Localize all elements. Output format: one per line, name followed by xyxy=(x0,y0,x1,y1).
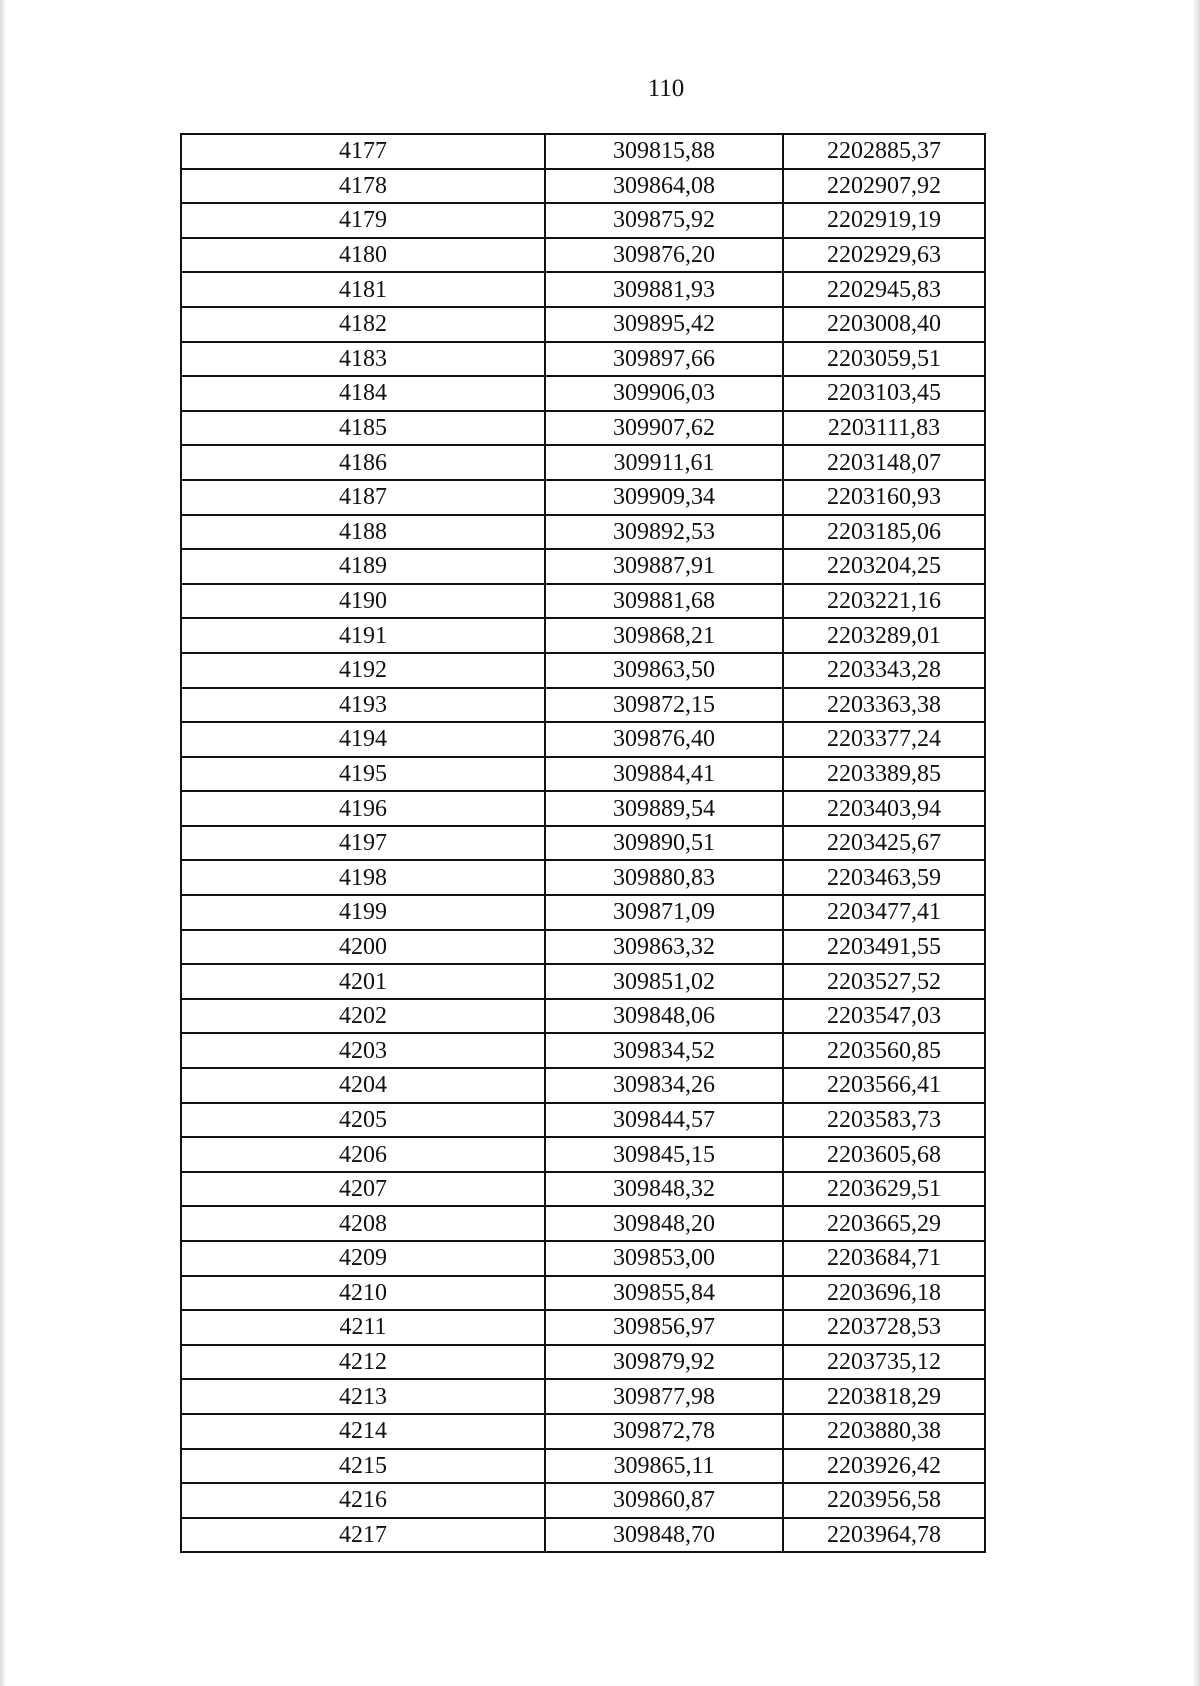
table-row xyxy=(181,1276,985,1311)
x-coordinate-cell: 309863,50 xyxy=(545,653,783,688)
table-row xyxy=(181,1483,985,1518)
coordinates-table xyxy=(180,133,986,1553)
table-row xyxy=(181,1518,985,1553)
x-coordinate-cell: 309845,15 xyxy=(545,1137,783,1172)
x-coordinate-cell: 309864,08 xyxy=(545,169,783,204)
table-row xyxy=(181,653,985,688)
table-row xyxy=(181,1137,985,1172)
point-number-cell: 4187 xyxy=(181,480,545,515)
table-row xyxy=(181,307,985,342)
y-coordinate-cell: 2203956,58 xyxy=(783,1483,985,1518)
y-coordinate-cell: 2203728,53 xyxy=(783,1310,985,1345)
y-coordinate-cell: 2203103,45 xyxy=(783,376,985,411)
y-coordinate-cell: 2202919,19 xyxy=(783,203,985,238)
table-row xyxy=(181,895,985,930)
point-number-cell: 4200 xyxy=(181,930,545,965)
x-coordinate-cell: 309881,93 xyxy=(545,272,783,307)
page-number: 110 xyxy=(647,75,685,102)
x-coordinate-cell: 309855,84 xyxy=(545,1276,783,1311)
point-number-cell: 4215 xyxy=(181,1449,545,1484)
y-coordinate-cell: 2202945,83 xyxy=(783,272,985,307)
table-row xyxy=(181,860,985,895)
y-coordinate-cell: 2203547,03 xyxy=(783,999,985,1034)
y-coordinate-cell: 2203343,28 xyxy=(783,653,985,688)
point-number-cell: 4179 xyxy=(181,203,545,238)
point-number-cell: 4194 xyxy=(181,722,545,757)
x-coordinate-cell: 309876,20 xyxy=(545,238,783,273)
table-row xyxy=(181,376,985,411)
point-number-cell: 4197 xyxy=(181,826,545,861)
y-coordinate-cell: 2203818,29 xyxy=(783,1379,985,1414)
table-row xyxy=(181,411,985,446)
y-coordinate-cell: 2203491,55 xyxy=(783,930,985,965)
x-coordinate-cell: 309892,53 xyxy=(545,515,783,550)
x-coordinate-cell: 309863,32 xyxy=(545,930,783,965)
x-coordinate-cell: 309880,83 xyxy=(545,860,783,895)
table-row xyxy=(181,134,985,169)
page-edge-left xyxy=(0,0,6,1686)
point-number-cell: 4208 xyxy=(181,1206,545,1241)
y-coordinate-cell: 2203425,67 xyxy=(783,826,985,861)
point-number-cell: 4216 xyxy=(181,1483,545,1518)
y-coordinate-cell: 2203008,40 xyxy=(783,307,985,342)
point-number-cell: 4211 xyxy=(181,1310,545,1345)
table-row xyxy=(181,238,985,273)
coordinates-table-body xyxy=(181,134,985,1552)
y-coordinate-cell: 2202929,63 xyxy=(783,238,985,273)
table-row xyxy=(181,722,985,757)
x-coordinate-cell: 309868,21 xyxy=(545,618,783,653)
table-row xyxy=(181,1414,985,1449)
table-row xyxy=(181,1310,985,1345)
point-number-cell: 4217 xyxy=(181,1518,545,1553)
table-row xyxy=(181,1379,985,1414)
x-coordinate-cell: 309848,32 xyxy=(545,1172,783,1207)
x-coordinate-cell: 309872,15 xyxy=(545,688,783,723)
point-number-cell: 4184 xyxy=(181,376,545,411)
y-coordinate-cell: 2203477,41 xyxy=(783,895,985,930)
y-coordinate-cell: 2203389,85 xyxy=(783,757,985,792)
x-coordinate-cell: 309872,78 xyxy=(545,1414,783,1449)
x-coordinate-cell: 309889,54 xyxy=(545,791,783,826)
x-coordinate-cell: 309876,40 xyxy=(545,722,783,757)
y-coordinate-cell: 2203403,94 xyxy=(783,791,985,826)
x-coordinate-cell: 309887,91 xyxy=(545,549,783,584)
x-coordinate-cell: 309865,11 xyxy=(545,1449,783,1484)
page-edge-right xyxy=(1192,0,1200,1686)
point-number-cell: 4192 xyxy=(181,653,545,688)
table-row xyxy=(181,1033,985,1068)
x-coordinate-cell: 309890,51 xyxy=(545,826,783,861)
x-coordinate-cell: 309879,92 xyxy=(545,1345,783,1380)
y-coordinate-cell: 2203605,68 xyxy=(783,1137,985,1172)
y-coordinate-cell: 2203629,51 xyxy=(783,1172,985,1207)
y-coordinate-cell: 2203560,85 xyxy=(783,1033,985,1068)
point-number-cell: 4188 xyxy=(181,515,545,550)
table-row xyxy=(181,930,985,965)
table-row xyxy=(181,964,985,999)
y-coordinate-cell: 2202885,37 xyxy=(783,134,985,169)
point-number-cell: 4213 xyxy=(181,1379,545,1414)
point-number-cell: 4186 xyxy=(181,445,545,480)
point-number-cell: 4196 xyxy=(181,791,545,826)
point-number-cell: 4178 xyxy=(181,169,545,204)
x-coordinate-cell: 309897,66 xyxy=(545,342,783,377)
table-row xyxy=(181,515,985,550)
point-number-cell: 4195 xyxy=(181,757,545,792)
x-coordinate-cell: 309848,20 xyxy=(545,1206,783,1241)
y-coordinate-cell: 2203463,59 xyxy=(783,860,985,895)
y-coordinate-cell: 2203926,42 xyxy=(783,1449,985,1484)
point-number-cell: 4193 xyxy=(181,688,545,723)
y-coordinate-cell: 2202907,92 xyxy=(783,169,985,204)
y-coordinate-cell: 2203583,73 xyxy=(783,1103,985,1138)
y-coordinate-cell: 2203148,07 xyxy=(783,445,985,480)
y-coordinate-cell: 2203696,18 xyxy=(783,1276,985,1311)
y-coordinate-cell: 2203289,01 xyxy=(783,618,985,653)
x-coordinate-cell: 309909,34 xyxy=(545,480,783,515)
table-row xyxy=(181,618,985,653)
point-number-cell: 4190 xyxy=(181,584,545,619)
table-row xyxy=(181,445,985,480)
x-coordinate-cell: 309856,97 xyxy=(545,1310,783,1345)
y-coordinate-cell: 2203527,52 xyxy=(783,964,985,999)
point-number-cell: 4212 xyxy=(181,1345,545,1380)
x-coordinate-cell: 309834,26 xyxy=(545,1068,783,1103)
y-coordinate-cell: 2203160,93 xyxy=(783,480,985,515)
point-number-cell: 4201 xyxy=(181,964,545,999)
y-coordinate-cell: 2203377,24 xyxy=(783,722,985,757)
y-coordinate-cell: 2203111,83 xyxy=(783,411,985,446)
y-coordinate-cell: 2203221,16 xyxy=(783,584,985,619)
point-number-cell: 4191 xyxy=(181,618,545,653)
y-coordinate-cell: 2203684,71 xyxy=(783,1241,985,1276)
x-coordinate-cell: 309834,52 xyxy=(545,1033,783,1068)
point-number-cell: 4180 xyxy=(181,238,545,273)
point-number-cell: 4181 xyxy=(181,272,545,307)
y-coordinate-cell: 2203566,41 xyxy=(783,1068,985,1103)
table-row xyxy=(181,1449,985,1484)
x-coordinate-cell: 309895,42 xyxy=(545,307,783,342)
table-row xyxy=(181,688,985,723)
point-number-cell: 4202 xyxy=(181,999,545,1034)
table-row xyxy=(181,1241,985,1276)
x-coordinate-cell: 309881,68 xyxy=(545,584,783,619)
point-number-cell: 4206 xyxy=(181,1137,545,1172)
y-coordinate-cell: 2203363,38 xyxy=(783,688,985,723)
point-number-cell: 4203 xyxy=(181,1033,545,1068)
table-row xyxy=(181,584,985,619)
y-coordinate-cell: 2203964,78 xyxy=(783,1518,985,1553)
table-row xyxy=(181,1172,985,1207)
x-coordinate-cell: 309851,02 xyxy=(545,964,783,999)
x-coordinate-cell: 309860,87 xyxy=(545,1483,783,1518)
table-row xyxy=(181,342,985,377)
table-row xyxy=(181,1206,985,1241)
point-number-cell: 4198 xyxy=(181,860,545,895)
y-coordinate-cell: 2203665,29 xyxy=(783,1206,985,1241)
table-row xyxy=(181,169,985,204)
y-coordinate-cell: 2203880,38 xyxy=(783,1414,985,1449)
table-row xyxy=(181,791,985,826)
x-coordinate-cell: 309906,03 xyxy=(545,376,783,411)
point-number-cell: 4189 xyxy=(181,549,545,584)
table-row xyxy=(181,1068,985,1103)
x-coordinate-cell: 309877,98 xyxy=(545,1379,783,1414)
table-row xyxy=(181,1103,985,1138)
y-coordinate-cell: 2203735,12 xyxy=(783,1345,985,1380)
y-coordinate-cell: 2203185,06 xyxy=(783,515,985,550)
x-coordinate-cell: 309853,00 xyxy=(545,1241,783,1276)
table-row xyxy=(181,1345,985,1380)
x-coordinate-cell: 309875,92 xyxy=(545,203,783,238)
x-coordinate-cell: 309871,09 xyxy=(545,895,783,930)
point-number-cell: 4214 xyxy=(181,1414,545,1449)
x-coordinate-cell: 309911,61 xyxy=(545,445,783,480)
point-number-cell: 4177 xyxy=(181,134,545,169)
table-row xyxy=(181,203,985,238)
y-coordinate-cell: 2203204,25 xyxy=(783,549,985,584)
table-row xyxy=(181,549,985,584)
y-coordinate-cell: 2203059,51 xyxy=(783,342,985,377)
point-number-cell: 4183 xyxy=(181,342,545,377)
point-number-cell: 4199 xyxy=(181,895,545,930)
point-number-cell: 4185 xyxy=(181,411,545,446)
table-row xyxy=(181,999,985,1034)
x-coordinate-cell: 309884,41 xyxy=(545,757,783,792)
x-coordinate-cell: 309907,62 xyxy=(545,411,783,446)
table-row xyxy=(181,757,985,792)
point-number-cell: 4210 xyxy=(181,1276,545,1311)
point-number-cell: 4205 xyxy=(181,1103,545,1138)
point-number-cell: 4204 xyxy=(181,1068,545,1103)
x-coordinate-cell: 309848,70 xyxy=(545,1518,783,1553)
x-coordinate-cell: 309848,06 xyxy=(545,999,783,1034)
x-coordinate-cell: 309815,88 xyxy=(545,134,783,169)
point-number-cell: 4209 xyxy=(181,1241,545,1276)
x-coordinate-cell: 309844,57 xyxy=(545,1103,783,1138)
point-number-cell: 4182 xyxy=(181,307,545,342)
table-row xyxy=(181,272,985,307)
table-row xyxy=(181,480,985,515)
point-number-cell: 4207 xyxy=(181,1172,545,1207)
table-row xyxy=(181,826,985,861)
